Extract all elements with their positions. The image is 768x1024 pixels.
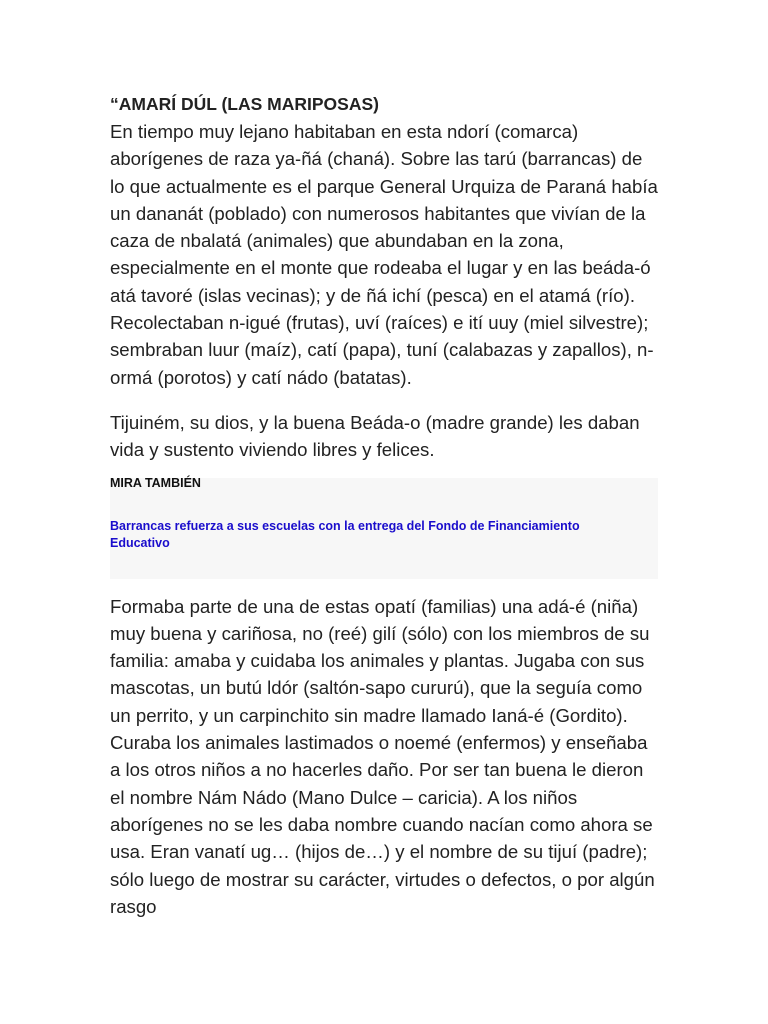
article-title: “AMARÍ DÚL (LAS MARIPOSAS) [110,94,379,114]
article-paragraph-1: En tiempo muy lejano habitaban en esta ndorí (comarca) aborígenes de raza ya-ñá (chaná). Sobre las tarú (barrancas) de lo que actualmente es el parque General Urquiza de Paraná había un dananát (poblado) con numerosos habitantes que vivían de la caza de nbalatá (animales) que abundaban en la zona, especialmente en el monte que rodeaba el lugar y en las beáda-ó atá tavoré (islas vecinas); y de ñá ichí (pesca) en el atamá (río). Recolectaban n-igué (frutas), uví (raíces) e ití uuy (miel silvestre); sembraban luur (maíz), catí (papa), tuní (calabazas y zapallos), n-ormá (porotos) y catí nádo (batatas). [110,121,658,388]
related-article-link[interactable]: Barrancas refuerza a sus escuelas con la entrega del Fondo de Financiamiento Educativo [110,518,580,550]
article-paragraph-3: Formaba parte de una de estas opatí (familias) una adá-é (niña) muy buena y cariñosa, no (reé) gilí (sólo) con los miembros de su familia: amaba y cuidaba los animales y plantas. Jugaba con sus mascotas, un butú ldór (saltón-sapo cururú), que la seguía como un perrito, y un carpinchito sin madre llamado Ianá-é (Gordito). Curaba los animales lastimados o noemé (enfermos) y enseñaba a los otros niños a no hacerles daño. Por ser tan buena le dieron el nombre Nám Nádo (Mano Dulce – caricia). A los niños aborígenes no se les daba nombre cuando nacían como ahora se usa. Eran vanatí ug… (hijos de…) y el nombre de su tijuí (padre); sólo luego de mostrar su carácter, virtudes o defectos, o por algún rasgo [110,595,655,917]
related-heading: MIRA TAMBIÉN [110,475,201,490]
related-article-box [110,475,658,579]
article-paragraph-2: Tijuiném, su dios, y la buena Beáda-o (madre grande) les daban vida y sustento viviendo libres y felices. [110,411,640,461]
article-body [110,91,658,920]
